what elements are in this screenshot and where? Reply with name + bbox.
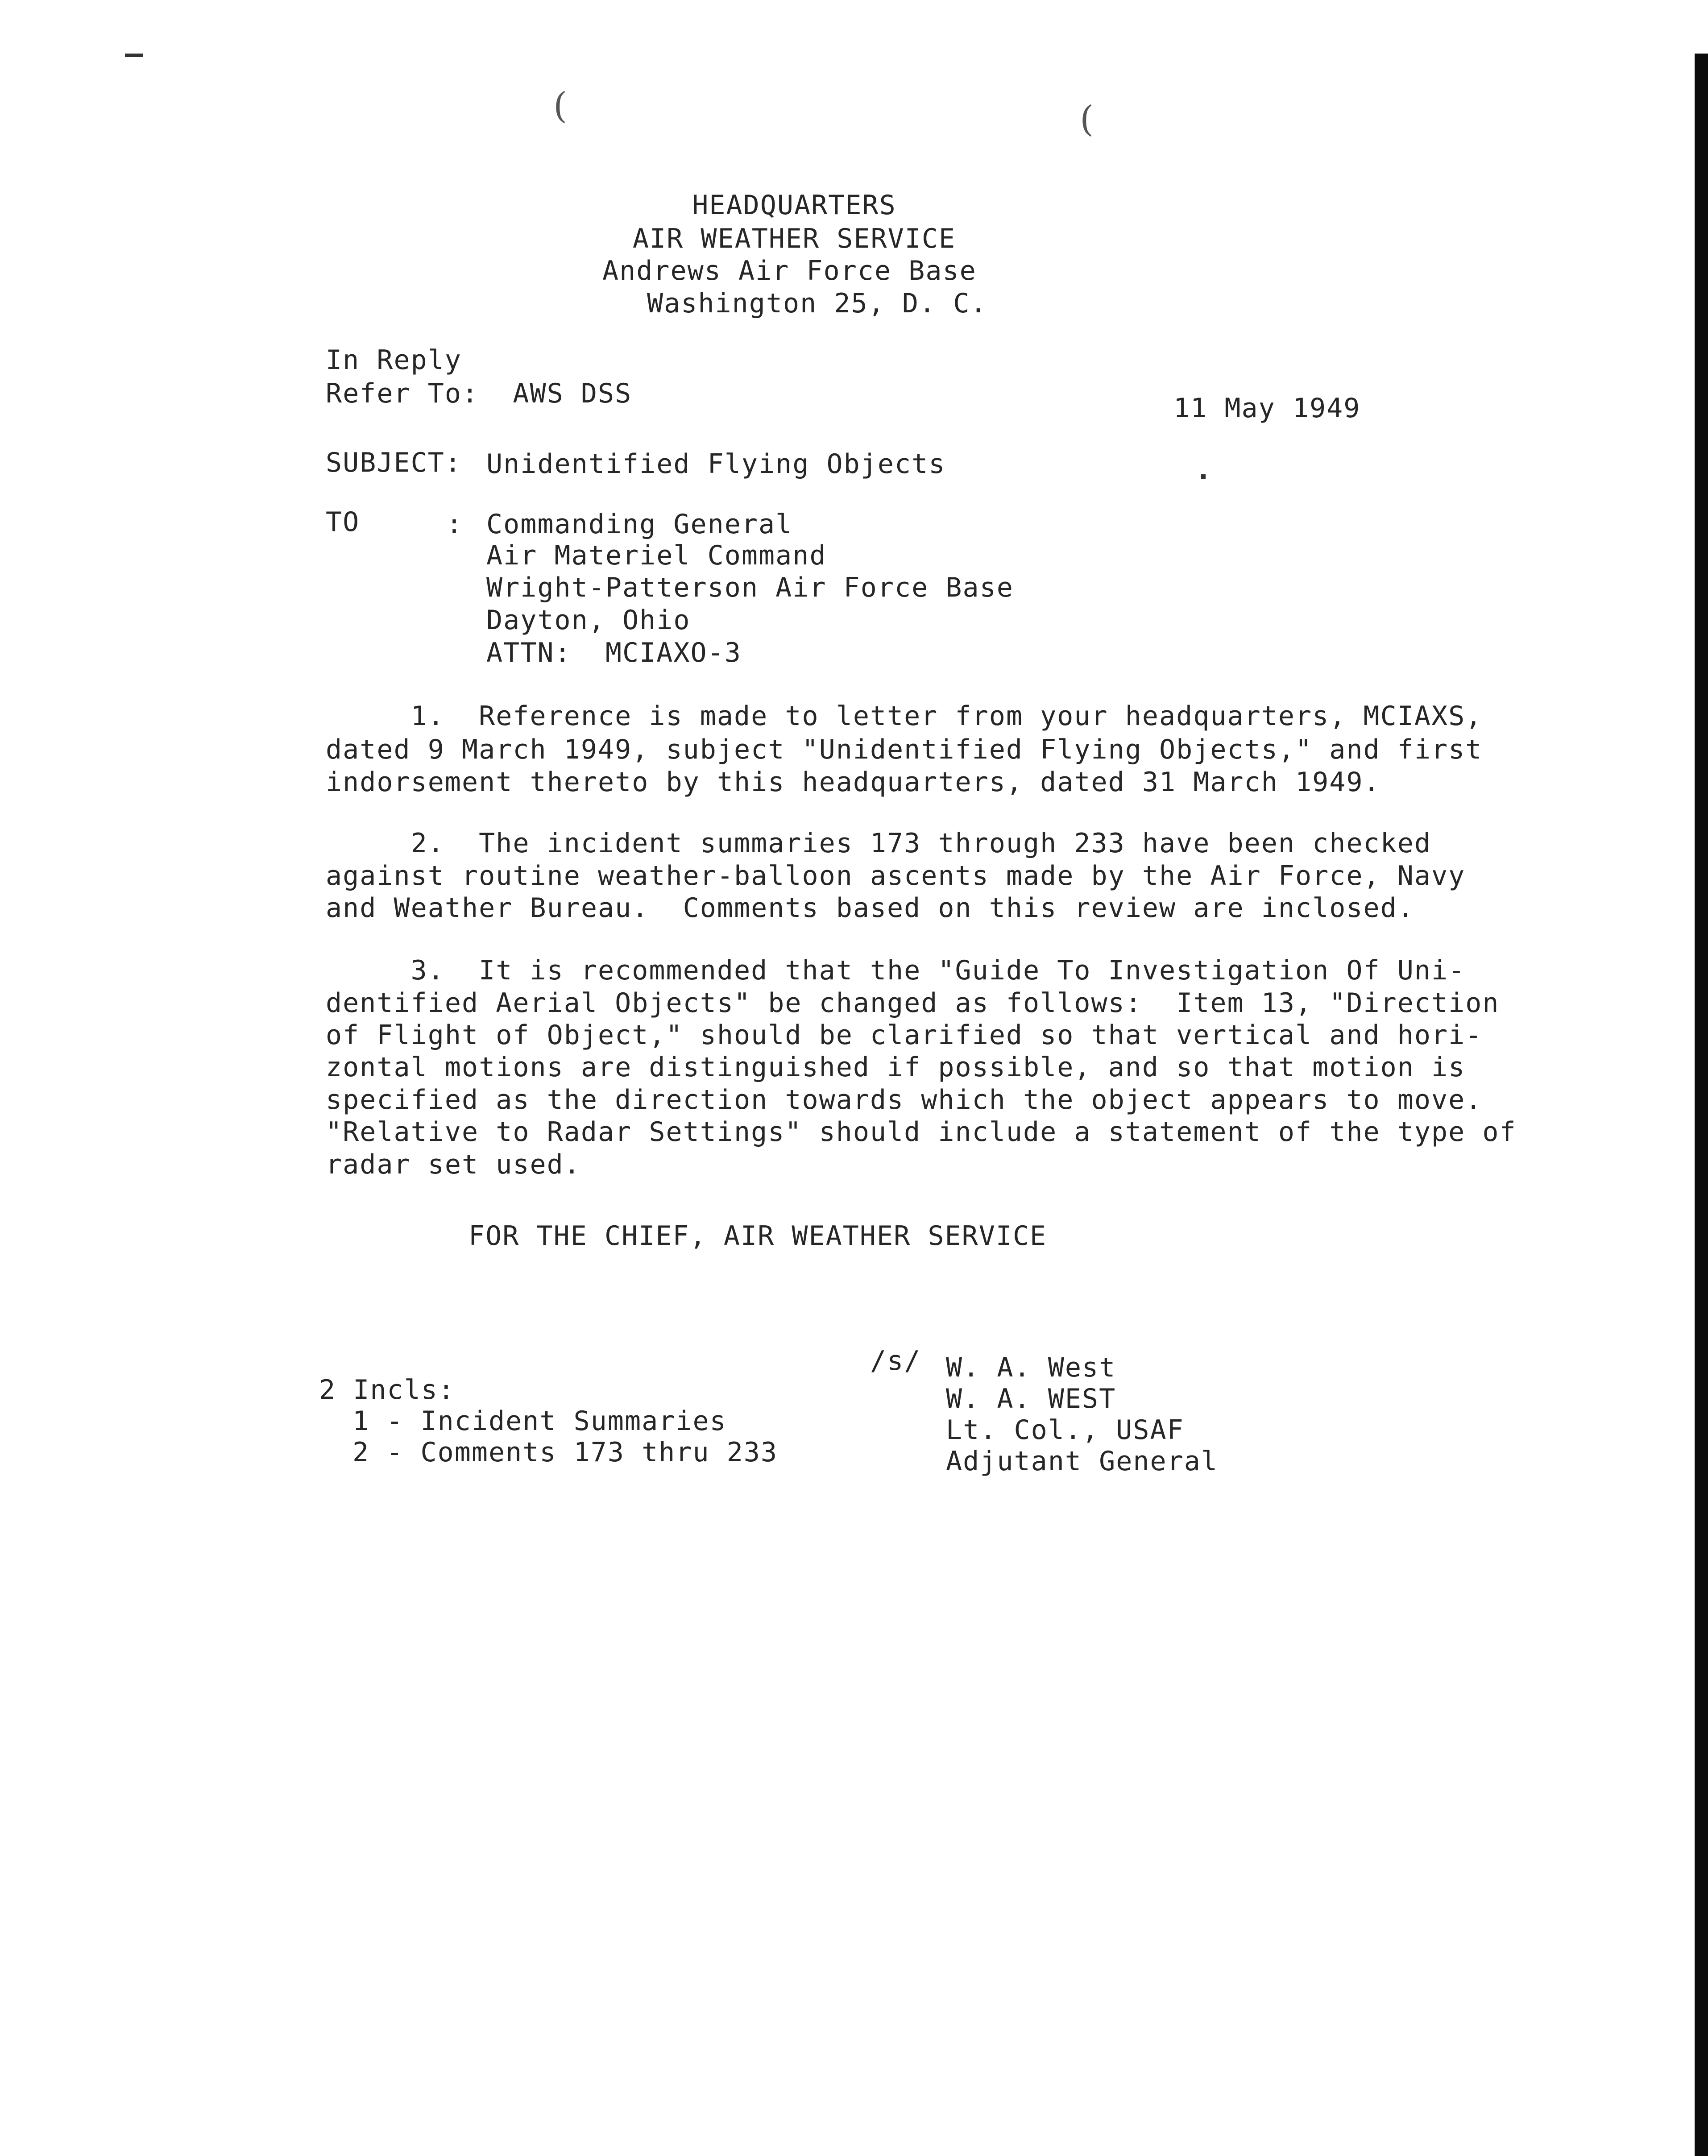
inclosures-heading: 2 Incls: <box>319 1374 455 1406</box>
paragraph-3-line-5: specified as the direction towards which the object appears to move. <box>326 1084 1483 1115</box>
paragraph-1-line-2: dated 9 March 1949, subject "Unidentified Flying Objects," and first <box>326 734 1483 765</box>
signature-line-3: Lt. Col., USAF <box>946 1414 1184 1446</box>
paragraph-3-line-3: of Flight of Object," should be clarified so that vertical and hori- <box>326 1020 1483 1051</box>
paragraph-2-line-1: 2. The incident summaries 173 through 233 have been checked <box>326 828 1431 859</box>
signature-mark: /s/ <box>870 1345 921 1377</box>
header-line-3: Andrews Air Force Base <box>602 255 977 286</box>
reference-line-2: Refer To: AWS DSS <box>326 378 632 409</box>
subject-text: Unidentified Flying Objects <box>486 448 946 480</box>
paragraph-2-line-3: and Weather Bureau. Comments based on this review are inclosed. <box>326 892 1414 924</box>
paragraph-3-line-6: "Relative to Radar Settings" should include a statement of the type of <box>326 1116 1517 1148</box>
paragraph-3-line-7: radar set used. <box>326 1149 581 1180</box>
to-label: TO <box>326 506 360 538</box>
reference-line-1: In Reply <box>326 344 462 376</box>
inclosure-item-1: 1 - Incident Summaries <box>352 1406 727 1437</box>
to-line-1: Commanding General <box>486 509 793 540</box>
signature-line-2: W. A. WEST <box>946 1383 1116 1414</box>
to-line-2: Air Materiel Command <box>486 540 827 571</box>
signature-line-1: W. A. West <box>946 1352 1116 1383</box>
to-colon: : <box>446 509 464 540</box>
to-line-3: Wright-Patterson Air Force Base <box>486 572 1014 603</box>
inclosure-item-2: 2 - Comments 173 thru 233 <box>352 1437 778 1468</box>
header-line-1: HEADQUARTERS <box>692 190 896 221</box>
paragraph-2-line-2: against routine weather-balloon ascents made by the Air Force, Navy <box>326 860 1466 891</box>
punch-mark-left: ( <box>553 85 568 126</box>
to-line-5: ATTN: MCIAXO-3 <box>486 637 742 668</box>
paragraph-3-line-2: dentified Aerial Objects" be changed as follows: Item 13, "Direction <box>326 987 1500 1019</box>
header-line-2: AIR WEATHER SERVICE <box>632 223 956 254</box>
letter-date: 11 May 1949 <box>1173 393 1361 424</box>
paragraph-3-line-4: zontal motions are distinguished if possible, and so that motion is <box>326 1052 1466 1083</box>
paragraph-1-line-3: indorsement thereto by this headquarters, dated 31 March 1949. <box>326 767 1380 798</box>
authority-line: FOR THE CHIEF, AIR WEATHER SERVICE <box>468 1220 1047 1252</box>
to-line-4: Dayton, Ohio <box>486 605 691 636</box>
film-edge-bar <box>1695 54 1708 2156</box>
signature-line-4: Adjutant General <box>946 1446 1218 1477</box>
paragraph-3-line-1: 3. It is recommended that the "Guide To Investigation Of Uni- <box>326 955 1466 986</box>
paragraph-1-line-1: 1. Reference is made to letter from your headquarters, MCIAXS, <box>326 701 1483 732</box>
subject-label: SUBJECT: <box>326 447 462 478</box>
punch-mark-right: ( <box>1080 98 1094 140</box>
header-line-4: Washington 25, D. C. <box>647 288 987 319</box>
stray-mark <box>1201 474 1206 479</box>
